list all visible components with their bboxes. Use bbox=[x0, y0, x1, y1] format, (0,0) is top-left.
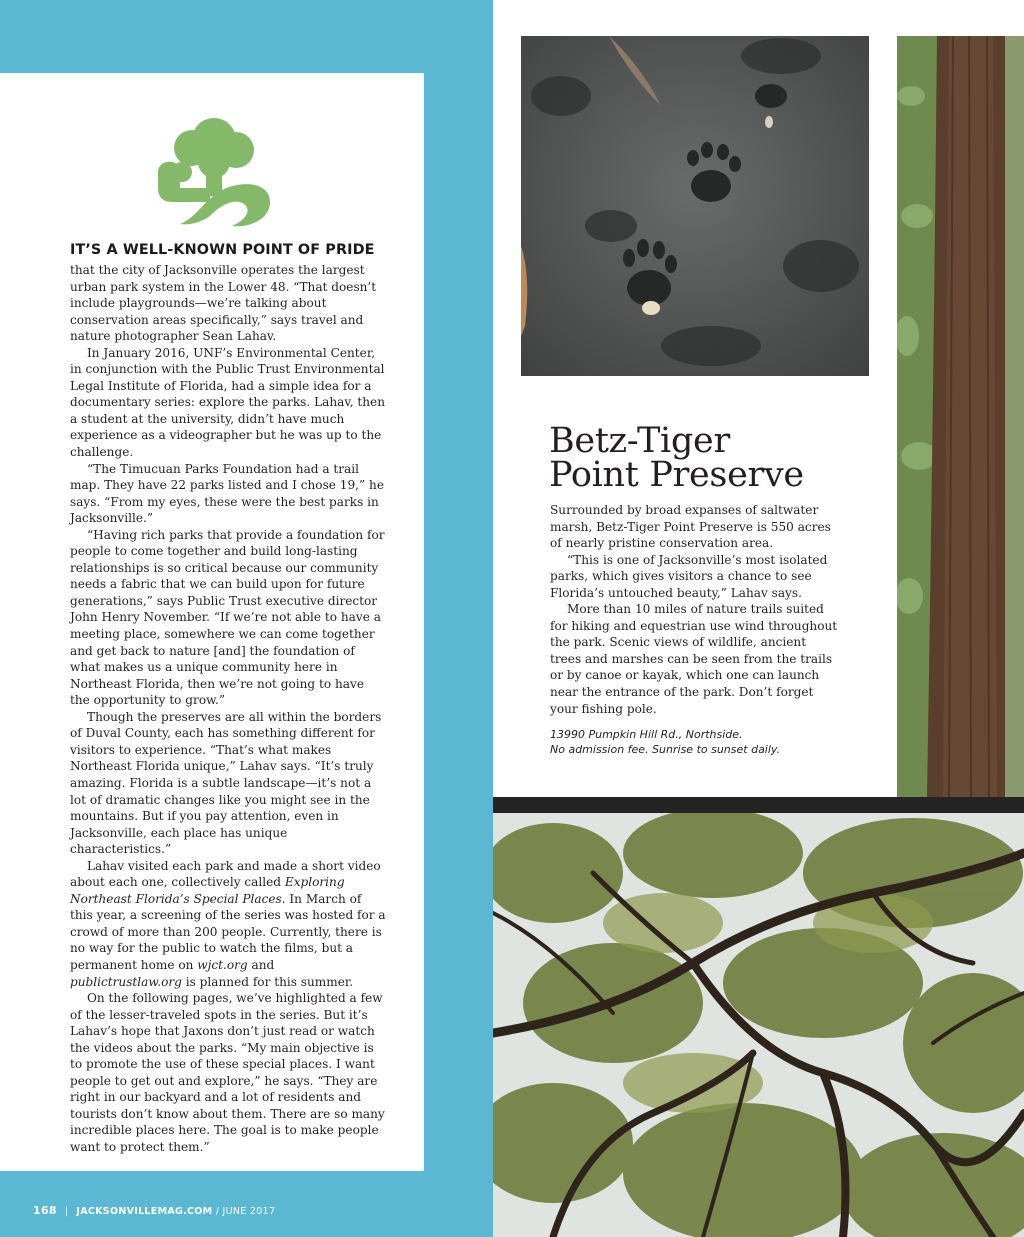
article-paragraph: Lahav visited each park and made a short video about each one, collectively called Exploring Northeast Florida’s Special Places. In March of this year, a screening of the series was hosted for a crowd of more than 200 people. Currently, there is no way for the public to watch the films, but a permanent home on wjct.org and publictrustlaw.org is planned for this summer. bbox=[70, 858, 386, 989]
page-number: 168 bbox=[33, 1204, 57, 1217]
preserve-title-line1: Betz-Tiger bbox=[549, 421, 730, 461]
article-paragraph: On the following pages, we’ve highlighted a few of the lesser-traveled spots in the series. But it’s Lahav’s hope that Jaxons don’t just read or watch the videos about the parks. “My main objective is to promote the use of these special places. I want people to get out and explore,” he says. “They are right in our backyard and a lot of residents and tourists don’t know about them. There are so many incredible places here. The goal is to make people want to protect them.” bbox=[70, 991, 385, 1154]
lead-heading: IT’S A WELL-KNOWN POINT OF PRIDE bbox=[70, 242, 375, 258]
folio-site: JACKSONVILLEMAG.COM bbox=[76, 1206, 213, 1217]
tree-person-logo-icon bbox=[152, 110, 274, 228]
page-folio bbox=[33, 1204, 275, 1217]
article-paragraph: “The Timucuan Parks Foundation had a trail map. They have 22 parks listed and I chose 19,” he says. “From my eyes, these were the best parks in Jacksonville.” bbox=[70, 461, 384, 526]
address-line: 13990 Pumpkin Hill Rd., Northside. bbox=[550, 728, 743, 741]
article-paragraph: that the city of Jacksonville operates the largest urban park system in the Lower 48. “That doesn’t include playgrounds—we’re talking about conservation areas specifically,” says travel and nature photographer Sean Lahav. bbox=[70, 263, 377, 344]
article-paragraph: Though the preserves are all within the borders of Duval County, each has something different for visitors to experience. “That’s what makes Northeast Florida unique,” Lahav says. “It’s truly amazing. Florida is a subtle landscape—it’s not a lot of dramatic changes like you might see in the mountains. But if you pay attention, even in Jacksonville, each place has unique characteristics.” bbox=[70, 709, 382, 857]
preserve-title-line2: Point Preserve bbox=[549, 455, 804, 495]
folio-date: / JUNE 2017 bbox=[215, 1206, 276, 1217]
preserve-address bbox=[550, 728, 850, 757]
preserve-paragraph: More than 10 miles of nature trails suited for hiking and equestrian use wind throughout the park. Scenic views of wildlife, ancient trees and marshes can be seen from the trails or by canoe or kayak, which one can launch near the entrance of the park. Don’t forget your fishing pole. bbox=[550, 602, 838, 716]
hours-line: No admission fee. Sunrise to sunset daily. bbox=[550, 742, 781, 756]
preserve-body bbox=[550, 502, 840, 717]
series-title: Exploring Northeast Florida’s Special Places bbox=[70, 875, 345, 906]
preserve-paragraph: Surrounded by broad expanses of saltwater marsh, Betz-Tiger Point Preserve is 550 acres of nearly pristine conservation area. bbox=[550, 503, 831, 551]
animal-tracks-photo bbox=[521, 36, 869, 376]
divider-band bbox=[493, 797, 1024, 813]
preserve-title bbox=[549, 421, 879, 495]
preserve-paragraph: “This is one of Jacksonville’s most isolated parks, which gives visitors a chance to see Florida’s untouched beauty,” Lahav says. bbox=[550, 552, 828, 600]
article-paragraph: “Having rich parks that provide a foundation for people to come together and build long-lasting relationships is so critical because our community needs a fabric that we can build upon for future generations,” says Public Trust executive director John Henry November. “If we’re not able to have a meeting place, somewhere we can come together and get back to nature [and] the foundation of what makes us a unique community here in Northeast Florida, then we’re not going to have the opportunity to grow.” bbox=[70, 527, 385, 708]
article-paragraph: In January 2016, UNF’s Environmental Center, in conjunction with the Public Trust Environmental Legal Institute of Florida, had a simple idea for a documentary series: explore the parks. Lahav, then a student at the university, didn’t have much experience as a videographer but he was up to the challenge. bbox=[70, 345, 385, 460]
oak-canopy-photo bbox=[493, 813, 1024, 1237]
folio-separator: | bbox=[64, 1206, 69, 1217]
site-link-publictrust: publictrustlaw.org bbox=[70, 974, 182, 989]
tree-trunk-photo bbox=[897, 36, 1024, 798]
site-link-wjct: wjct.org bbox=[197, 957, 248, 972]
article-body bbox=[70, 262, 386, 1156]
